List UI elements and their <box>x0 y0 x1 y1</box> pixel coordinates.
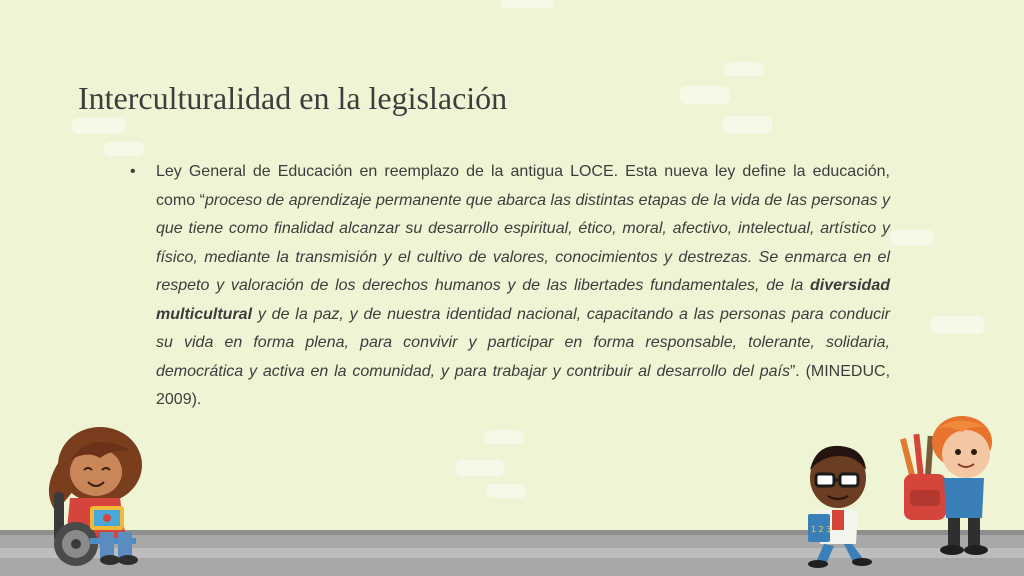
chalk-mark <box>680 86 730 104</box>
chalk-mark <box>104 142 144 156</box>
chalk-mark <box>930 316 984 334</box>
chalk-mark <box>486 484 526 498</box>
bullet-intro: Ley General de Educación en reemplazo de la antigua LOCE. Esta nueva ley define la educación, como “ <box>156 163 890 209</box>
quote-part-2: y de la paz, y de nuestra identidad nacional, capacitando a las personas para conducir su vida en forma plena, para convivir y participar en forma responsable, tolerante, solidaria, democrática y activa en la comunidad, y para trabajar y contribuir al desarrollo del país <box>156 305 890 380</box>
chalk-mark <box>722 116 772 134</box>
boy-with-backpack-illustration <box>896 410 1006 560</box>
book-label: 1 2 3 <box>811 525 832 534</box>
bullet-marker: • <box>130 163 136 180</box>
girl-in-wheelchair-illustration <box>30 420 160 570</box>
slide-title: Interculturalidad en la legislación <box>78 80 508 116</box>
chalk-mark <box>456 460 504 476</box>
chalk-mark <box>724 62 764 76</box>
bullet-text <box>156 158 890 415</box>
chalk-mark <box>500 0 554 8</box>
bullet-item <box>130 158 890 415</box>
quote-bold: diversidad multicultural <box>156 277 890 323</box>
chalk-mark <box>484 430 524 444</box>
boy-with-glasses-illustration <box>796 440 876 570</box>
bullet-outro: ”. (MINEDUC, 2009). <box>156 362 891 408</box>
chalk-mark <box>890 230 934 246</box>
chalk-mark <box>72 118 126 134</box>
quote-part-1: proceso de aprendizaje permanente que abarca las distintas etapas de la vida de las personas y que tiene como finalidad alcanzar su desarrollo espiritual, ético, moral, afectivo, intelectual, artístico y físico, mediante la transmisión y el cultivo de valores, conocimientos y destrezas. Se enmarca en el respeto y valoración de los derechos humanos y de las libertades fundamentales, de la <box>156 191 890 294</box>
